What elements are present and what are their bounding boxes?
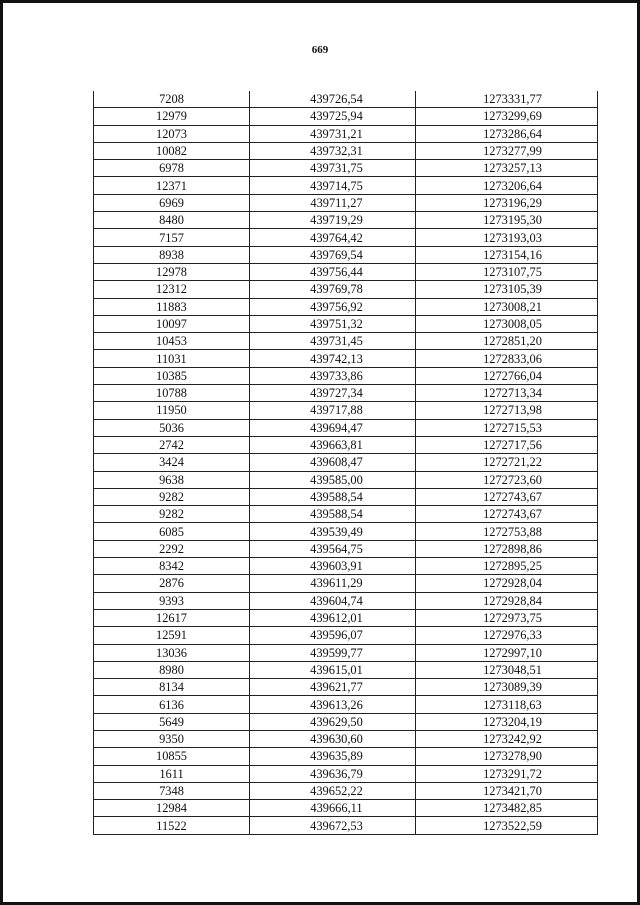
table-row	[94, 315, 598, 332]
table-row	[94, 765, 598, 782]
y-coordinate-cell: 1273257,13	[416, 160, 598, 177]
x-coordinate-cell: 439652,22	[250, 782, 416, 799]
table-row	[94, 333, 598, 350]
point-id-cell: 12371	[94, 177, 250, 194]
point-id-cell: 12312	[94, 281, 250, 298]
coordinates-table-body	[94, 91, 598, 834]
x-coordinate-cell: 439719,29	[250, 212, 416, 229]
point-id-cell: 6978	[94, 160, 250, 177]
point-id-cell: 11883	[94, 298, 250, 315]
point-id-cell: 8342	[94, 558, 250, 575]
table-row	[94, 246, 598, 263]
x-coordinate-cell: 439608,47	[250, 454, 416, 471]
x-coordinate-cell: 439636,79	[250, 765, 416, 782]
point-id-cell: 11522	[94, 817, 250, 834]
y-coordinate-cell: 1272713,34	[416, 385, 598, 402]
table-row	[94, 782, 598, 799]
x-coordinate-cell: 439621,77	[250, 679, 416, 696]
point-id-cell: 9282	[94, 488, 250, 505]
x-coordinate-cell: 439732,31	[250, 142, 416, 159]
x-coordinate-cell: 439585,00	[250, 471, 416, 488]
x-coordinate-cell: 439725,94	[250, 108, 416, 125]
table-row	[94, 488, 598, 505]
point-id-cell: 12591	[94, 627, 250, 644]
table-row	[94, 800, 598, 817]
x-coordinate-cell: 439751,32	[250, 315, 416, 332]
y-coordinate-cell: 1273154,16	[416, 246, 598, 263]
y-coordinate-cell: 1272723,60	[416, 471, 598, 488]
x-coordinate-cell: 439711,27	[250, 194, 416, 211]
table-row	[94, 436, 598, 453]
y-coordinate-cell: 1272976,33	[416, 627, 598, 644]
point-id-cell: 8938	[94, 246, 250, 263]
x-coordinate-cell: 439635,89	[250, 748, 416, 765]
point-id-cell: 9638	[94, 471, 250, 488]
table-row	[94, 575, 598, 592]
table-row	[94, 661, 598, 678]
y-coordinate-cell: 1273278,90	[416, 748, 598, 765]
point-id-cell: 2742	[94, 436, 250, 453]
point-id-cell: 9350	[94, 730, 250, 747]
y-coordinate-cell: 1272928,04	[416, 575, 598, 592]
table-row	[94, 142, 598, 159]
y-coordinate-cell: 1272715,53	[416, 419, 598, 436]
point-id-cell: 5036	[94, 419, 250, 436]
x-coordinate-cell: 439731,45	[250, 333, 416, 350]
point-id-cell: 6136	[94, 696, 250, 713]
point-id-cell: 1611	[94, 765, 250, 782]
point-id-cell: 9393	[94, 592, 250, 609]
y-coordinate-cell: 1273105,39	[416, 281, 598, 298]
table-row	[94, 523, 598, 540]
point-id-cell: 6969	[94, 194, 250, 211]
table-row	[94, 713, 598, 730]
point-id-cell: 11031	[94, 350, 250, 367]
table-row	[94, 471, 598, 488]
x-coordinate-cell: 439717,88	[250, 402, 416, 419]
x-coordinate-cell: 439613,26	[250, 696, 416, 713]
table-row	[94, 212, 598, 229]
table-row	[94, 263, 598, 280]
table-row	[94, 817, 598, 834]
y-coordinate-cell: 1272851,20	[416, 333, 598, 350]
y-coordinate-cell: 1272753,88	[416, 523, 598, 540]
table-row	[94, 454, 598, 471]
table-row	[94, 108, 598, 125]
y-coordinate-cell: 1272743,67	[416, 488, 598, 505]
point-id-cell: 10385	[94, 367, 250, 384]
table-row	[94, 419, 598, 436]
x-coordinate-cell: 439769,54	[250, 246, 416, 263]
y-coordinate-cell: 1273522,59	[416, 817, 598, 834]
table-row	[94, 194, 598, 211]
table-row	[94, 609, 598, 626]
y-coordinate-cell: 1273204,19	[416, 713, 598, 730]
y-coordinate-cell: 1273277,99	[416, 142, 598, 159]
x-coordinate-cell: 439731,75	[250, 160, 416, 177]
table-row	[94, 748, 598, 765]
x-coordinate-cell: 439604,74	[250, 592, 416, 609]
point-id-cell: 8980	[94, 661, 250, 678]
y-coordinate-cell: 1273008,21	[416, 298, 598, 315]
x-coordinate-cell: 439742,13	[250, 350, 416, 367]
point-id-cell: 12617	[94, 609, 250, 626]
table-row	[94, 402, 598, 419]
table-row	[94, 281, 598, 298]
point-id-cell: 8134	[94, 679, 250, 696]
x-coordinate-cell: 439599,77	[250, 644, 416, 661]
x-coordinate-cell: 439588,54	[250, 488, 416, 505]
x-coordinate-cell: 439756,44	[250, 263, 416, 280]
y-coordinate-cell: 1273286,64	[416, 125, 598, 142]
x-coordinate-cell: 439764,42	[250, 229, 416, 246]
y-coordinate-cell: 1272973,75	[416, 609, 598, 626]
y-coordinate-cell: 1272928,84	[416, 592, 598, 609]
x-coordinate-cell: 439596,07	[250, 627, 416, 644]
y-coordinate-cell: 1273118,63	[416, 696, 598, 713]
table-row	[94, 91, 598, 108]
table-row	[94, 627, 598, 644]
y-coordinate-cell: 1272898,86	[416, 540, 598, 557]
table-row	[94, 385, 598, 402]
table-row	[94, 160, 598, 177]
y-coordinate-cell: 1272717,56	[416, 436, 598, 453]
y-coordinate-cell: 1272713,98	[416, 402, 598, 419]
y-coordinate-cell: 1273048,51	[416, 661, 598, 678]
table-row	[94, 644, 598, 661]
page-number: 669	[311, 44, 329, 56]
table-row	[94, 730, 598, 747]
y-coordinate-cell: 1273089,39	[416, 679, 598, 696]
point-id-cell: 12978	[94, 263, 250, 280]
y-coordinate-cell: 1273299,69	[416, 108, 598, 125]
point-id-cell: 2876	[94, 575, 250, 592]
point-id-cell: 7348	[94, 782, 250, 799]
point-id-cell: 12979	[94, 108, 250, 125]
table-row	[94, 592, 598, 609]
x-coordinate-cell: 439672,53	[250, 817, 416, 834]
x-coordinate-cell: 439731,21	[250, 125, 416, 142]
x-coordinate-cell: 439630,60	[250, 730, 416, 747]
y-coordinate-cell: 1272833,06	[416, 350, 598, 367]
table-row	[94, 558, 598, 575]
y-coordinate-cell: 1273195,30	[416, 212, 598, 229]
y-coordinate-cell: 1273008,05	[416, 315, 598, 332]
y-coordinate-cell: 1272721,22	[416, 454, 598, 471]
x-coordinate-cell: 439726,54	[250, 91, 416, 108]
point-id-cell: 7208	[94, 91, 250, 108]
x-coordinate-cell: 439588,54	[250, 506, 416, 523]
table-row	[94, 679, 598, 696]
y-coordinate-cell: 1273196,29	[416, 194, 598, 211]
point-id-cell: 11950	[94, 402, 250, 419]
point-id-cell: 9282	[94, 506, 250, 523]
y-coordinate-cell: 1273206,64	[416, 177, 598, 194]
table-row	[94, 506, 598, 523]
x-coordinate-cell: 439769,78	[250, 281, 416, 298]
table-row	[94, 367, 598, 384]
point-id-cell: 2292	[94, 540, 250, 557]
table-row	[94, 350, 598, 367]
point-id-cell: 10082	[94, 142, 250, 159]
point-id-cell: 8480	[94, 212, 250, 229]
page-border-top	[0, 0, 640, 3]
x-coordinate-cell: 439564,75	[250, 540, 416, 557]
point-id-cell: 7157	[94, 229, 250, 246]
page-border-left	[0, 0, 3, 905]
x-coordinate-cell: 439611,29	[250, 575, 416, 592]
y-coordinate-cell: 1272895,25	[416, 558, 598, 575]
x-coordinate-cell: 439663,81	[250, 436, 416, 453]
coordinates-table	[93, 91, 598, 835]
table-row	[94, 229, 598, 246]
y-coordinate-cell: 1272997,10	[416, 644, 598, 661]
point-id-cell: 6085	[94, 523, 250, 540]
table-row	[94, 540, 598, 557]
x-coordinate-cell: 439612,01	[250, 609, 416, 626]
x-coordinate-cell: 439756,92	[250, 298, 416, 315]
y-coordinate-cell: 1273242,92	[416, 730, 598, 747]
point-id-cell: 12073	[94, 125, 250, 142]
x-coordinate-cell: 439727,34	[250, 385, 416, 402]
point-id-cell: 10097	[94, 315, 250, 332]
x-coordinate-cell: 439733,86	[250, 367, 416, 384]
x-coordinate-cell: 439666,11	[250, 800, 416, 817]
point-id-cell: 3424	[94, 454, 250, 471]
point-id-cell: 10453	[94, 333, 250, 350]
y-coordinate-cell: 1273421,70	[416, 782, 598, 799]
x-coordinate-cell: 439629,50	[250, 713, 416, 730]
y-coordinate-cell: 1273291,72	[416, 765, 598, 782]
x-coordinate-cell: 439615,01	[250, 661, 416, 678]
point-id-cell: 10855	[94, 748, 250, 765]
x-coordinate-cell: 439603,91	[250, 558, 416, 575]
table-row	[94, 696, 598, 713]
point-id-cell: 12984	[94, 800, 250, 817]
y-coordinate-cell: 1273107,75	[416, 263, 598, 280]
table-row	[94, 177, 598, 194]
x-coordinate-cell: 439539,49	[250, 523, 416, 540]
y-coordinate-cell: 1273482,85	[416, 800, 598, 817]
table-row	[94, 298, 598, 315]
point-id-cell: 10788	[94, 385, 250, 402]
point-id-cell: 5649	[94, 713, 250, 730]
y-coordinate-cell: 1272743,67	[416, 506, 598, 523]
y-coordinate-cell: 1272766,04	[416, 367, 598, 384]
table-row	[94, 125, 598, 142]
x-coordinate-cell: 439714,75	[250, 177, 416, 194]
y-coordinate-cell: 1273331,77	[416, 91, 598, 108]
point-id-cell: 13036	[94, 644, 250, 661]
y-coordinate-cell: 1273193,03	[416, 229, 598, 246]
x-coordinate-cell: 439694,47	[250, 419, 416, 436]
